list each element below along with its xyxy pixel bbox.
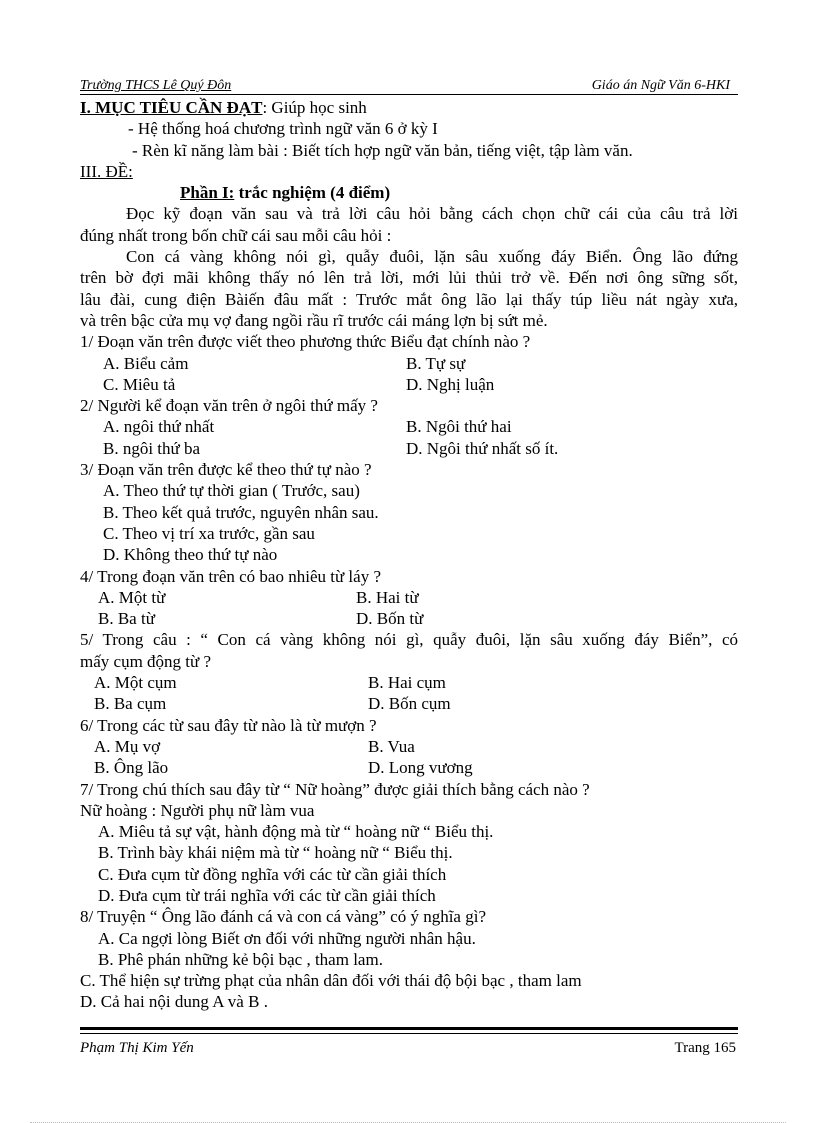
question-3: 3/ Đoạn văn trên được kể theo thứ tự nào ? — [80, 460, 372, 480]
question-6: 6/ Trong các từ sau đây từ nào là từ mượn ? — [80, 715, 377, 735]
answer-option: D. Bốn cụm — [368, 694, 451, 714]
passage-line: trên bờ đợi mãi không thấy nó lên trả lời, mới lủi thủi trở về. Đến nơi ông sững sốt, — [80, 268, 738, 288]
answer-option: D. Nghị luận — [406, 374, 495, 394]
passage-line: Con cá vàng không nói gì, quẫy đuôi, lặn sâu xuống đáy Biển. Ông lão đứng — [126, 247, 738, 267]
answer-option: A. Một cụm — [94, 673, 177, 693]
answer-option: C. Miêu tả — [103, 374, 176, 394]
instruction-line: đúng nhất trong bốn chữ cái sau mỗi câu hỏi : — [80, 225, 392, 245]
header-subject: Giáo án Ngữ Văn 6-HKI — [591, 78, 730, 93]
answer-row — [80, 374, 738, 395]
header-divider — [80, 94, 738, 95]
answer-option: D. Đưa cụm từ trái nghĩa với các từ cần giải thích — [98, 885, 436, 905]
answer-option: B. Hai từ — [356, 587, 419, 607]
passage-line: lâu đài, cung điện Bàiến đâu mất : Trước mắt ông lão lại thấy túp liều nát ngày xưa, — [80, 289, 738, 309]
footer-divider-thin — [80, 1033, 738, 1034]
answer-option: A. Một từ — [98, 587, 166, 607]
answer-option: B. Phê phán những kẻ bội bạc , tham lam. — [98, 949, 383, 969]
question-8: 8/ Truyện “ Ông lão đánh cá và con cá vàng” có ý nghĩa gì? — [80, 907, 486, 927]
answer-option: C. Thể hiện sự trừng phạt của nhân dân đối với thái độ bội bạc , tham lam — [80, 971, 582, 991]
answer-option: B. Ba từ — [98, 609, 155, 629]
answer-option: B. Theo kết quả trước, nguyên nhân sau. — [103, 502, 379, 522]
question-5: 5/ Trong câu : “ Con cá vàng không nói gì, quẫy đuôi, lặn sâu xuống đáy Biển”, có — [80, 630, 738, 650]
objectives-intro: : Giúp học sinh — [262, 98, 367, 117]
objectives-heading: I. MỤC TIÊU CẦN ĐẠT — [80, 98, 263, 117]
answer-row — [80, 736, 738, 757]
answer-option: B. Ba cụm — [94, 694, 167, 714]
footer-author: Phạm Thị Kim Yến — [80, 1040, 194, 1056]
passage-line: và trên bậc cửa mụ vợ đang ngồi rầu rĩ trước cái máng lợn bị sứt mẻ. — [80, 310, 548, 330]
answer-row — [80, 353, 738, 374]
page-footer — [80, 1040, 738, 1058]
answer-row — [80, 672, 738, 693]
answer-option: D. Long vương — [368, 758, 473, 778]
part-title-line — [80, 182, 738, 203]
part-title: trắc nghiệm (4 điểm) — [234, 183, 391, 203]
answer-option: B. Ông lão — [94, 758, 169, 778]
answer-option: D. Cả hai nội dung A và B . — [80, 992, 268, 1012]
answer-option: D. Không theo thứ tự nào — [103, 545, 278, 565]
answer-row — [80, 416, 738, 437]
answer-option: A. ngôi thứ nhất — [103, 417, 215, 437]
answer-option: C. Theo vị trí xa trước, gần sau — [103, 523, 315, 543]
answer-option: B. Hai cụm — [368, 673, 446, 693]
answer-option: A. Theo thứ tự thời gian ( Trước, sau) — [103, 481, 360, 501]
answer-option: D. Bốn từ — [356, 609, 424, 629]
answer-option: A. Miêu tả sự vật, hành động mà từ “ hoàng nữ “ Biểu thị. — [98, 822, 494, 842]
part-label: Phần I: — [180, 183, 235, 203]
answer-option: B. Tự sự — [406, 353, 466, 373]
exam-heading: III. ĐỀ: — [80, 161, 133, 181]
question-7: 7/ Trong chú thích sau đây từ “ Nữ hoàng” được giải thích bằng cách nào ? — [80, 779, 590, 799]
answer-option: B. Vua — [368, 736, 415, 756]
answer-option: D. Ngôi thứ nhất số ít. — [406, 438, 559, 458]
objectives-heading-line — [80, 97, 738, 118]
question-5-cont: mấy cụm động từ ? — [80, 651, 212, 671]
answer-option: A. Mụ vợ — [94, 736, 161, 756]
page-header — [80, 78, 738, 94]
answer-row — [80, 757, 738, 778]
answer-option: B. ngôi thứ ba — [103, 438, 201, 458]
answer-option: B. Ngôi thứ hai — [406, 417, 512, 437]
header-school: Trường THCS Lê Quý Đôn — [80, 78, 232, 93]
answer-option: A. Ca ngợi lòng Biết ơn đối với những người nhân hậu. — [98, 928, 476, 948]
question-4: 4/ Trong đoạn văn trên có bao nhiêu từ láy ? — [80, 566, 381, 586]
question-1: 1/ Đoạn văn trên được viết theo phương thức Biểu đạt chính nào ? — [80, 332, 531, 352]
answer-row — [80, 438, 738, 459]
answer-option: A. Biểu cảm — [103, 353, 189, 373]
answer-row — [80, 693, 738, 714]
footer-page-number: Trang 165 — [674, 1040, 736, 1056]
objective-item: - Hệ thống hoá chương trình ngữ văn 6 ở kỳ I — [128, 119, 438, 139]
document-body — [80, 97, 738, 1013]
answer-option: B. Trình bày khái niệm mà từ “ hoàng nữ “ Biểu thị. — [98, 843, 453, 863]
question-7-note: Nữ hoàng : Người phụ nữ làm vua — [80, 800, 315, 820]
objective-item: - Rèn kĩ năng làm bài : Biết tích hợp ngữ văn bản, tiếng việt, tập làm văn. — [132, 140, 633, 160]
answer-row — [80, 587, 738, 608]
question-2: 2/ Người kể đoạn văn trên ở ngôi thứ mấy ? — [80, 396, 378, 416]
footer-divider-thick — [80, 1027, 738, 1030]
answer-option: C. Đưa cụm từ đồng nghĩa với các từ cần giải thích — [98, 864, 447, 884]
answer-row — [80, 608, 738, 629]
instruction-line: Đọc kỹ đoạn văn sau và trả lời câu hỏi bằng cách chọn chữ cái của câu trả lời — [126, 204, 738, 224]
